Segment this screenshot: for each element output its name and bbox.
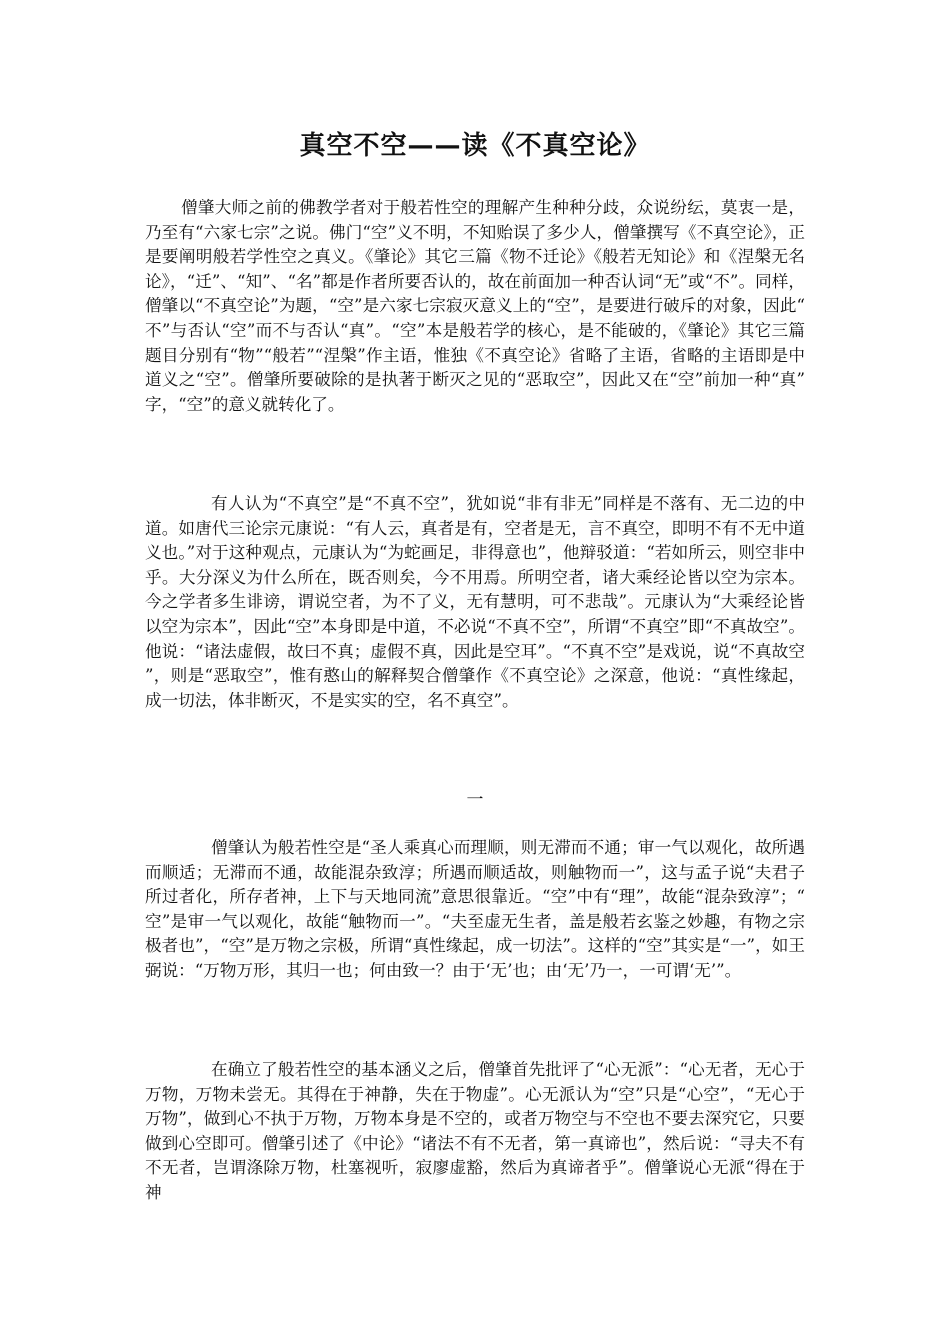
document-title: 真空不空——读《不真空论》 — [299, 131, 651, 161]
section-number: 一 — [466, 790, 484, 810]
paragraph-3: 僧肇认为般若性空是“圣人乘真心而理顺，则无滞而不通；审一气以观化，故所遇而顺适；无滞而不通，故能混杂致淳；所遇而顺适故，则触物而一”，这与孟子说“夫君子所过者化，所存者神，上下与天地同流”意思很靠近。“空”中有“理”，故能“混杂致淳”；“空”是审一气以观化，故能“触物而一”。“夫至虚无生者，盖是般若玄鉴之妙趣，有物之宗极者也”，“空”是万物之宗极，所谓“真性缘起，成一切法”。这样的“空”其实是“一”，如王弼说：“万物万形，其归一也；何由致一？由于‘无’也；由‘无’乃一，一可谓‘无’”。 — [145, 838, 805, 980]
paragraph-2: 有人认为“不真空”是“不真不空”，犹如说“非有非无”同样是不落有、无二边的中道。如唐代三论宗元康说：“有人云，真者是有，空者是无，言不真空，即明不有不无中道义也。”对于这种观点，元康认为“为蛇画足，非得意也”，他辩驳道：“若如所云，则空非中乎。大分深义为什么所在，既否则矣，今不用焉。所明空者，诸大乘经论皆以空为宗本。今之学者多生诽谤，谓说空者，为不了义，无有慧明，可不悲哉”。元康认为“大乘经论皆以空为宗本”，因此“空”本身即是中道，不必说“不真不空”，所谓“不真空”即“不真故空”。他说：“诸法虚假，故曰不真；虚假不真，因此是空耳”。“不真不空”是戏说，说“不真故空”，则是“恶取空”，惟有憨山的解释契合僧肇作《不真空论》之深意，他说：“真性缘起，成一切法，体非断灭，不是实实的空，名不真空”。 — [145, 494, 805, 710]
paragraph-1: 僧肇大师之前的佛教学者对于般若性空的理解产生种种分歧，众说纷纭，莫衷一是，乃至有“六家七宗”之说。佛门“空”义不明，不知贻误了多少人，僧肇撰写《不真空论》，正是要阐明般若学性空之真义。《肇论》其它三篇《物不迁论》《般若无知论》和《涅槃无名论》，“迁”、“知”、“名”都是作者所要否认的，故在前面加一种否认词“无”或“不”。同样，僧肇以“不真空论”为题，“空”是六家七宗寂灭意义上的“空”，是要进行破斥的对象，因此“不”与否认“空”而不与否认“真”。“空”本是般若学的核心，是不能破的，《肇论》其它三篇题目分别有“物”“般若”“涅槃”作主语，惟独《不真空论》省略了主语，省略的主语即是中道义之“空”。僧肇所要破除的是执著于断灭之见的“恶取空”，因此又在“空”前加一种“真”字，“空”的意义就转化了。 — [145, 198, 805, 414]
paragraph-4: 在确立了般若性空的基本涵义之后，僧肇首先批评了“心无派”：“心无者，无心于万物，万物未尝无。其得在于神静，失在于物虚”。心无派认为“空”只是“心空”，“无心于万物”，做到心不执于万物，万物本身是不空的，或者万物空与不空也不要去深究它，只要做到心空即可。僧肇引述了《中论》“诸法不有不无者，第一真谛也”，然后说：“寻夫不有不无者，岂谓涤除万物，杜塞视听，寂廖虚豁，然后为真谛者乎”。僧肇说心无派“得在于神 — [145, 1060, 805, 1202]
